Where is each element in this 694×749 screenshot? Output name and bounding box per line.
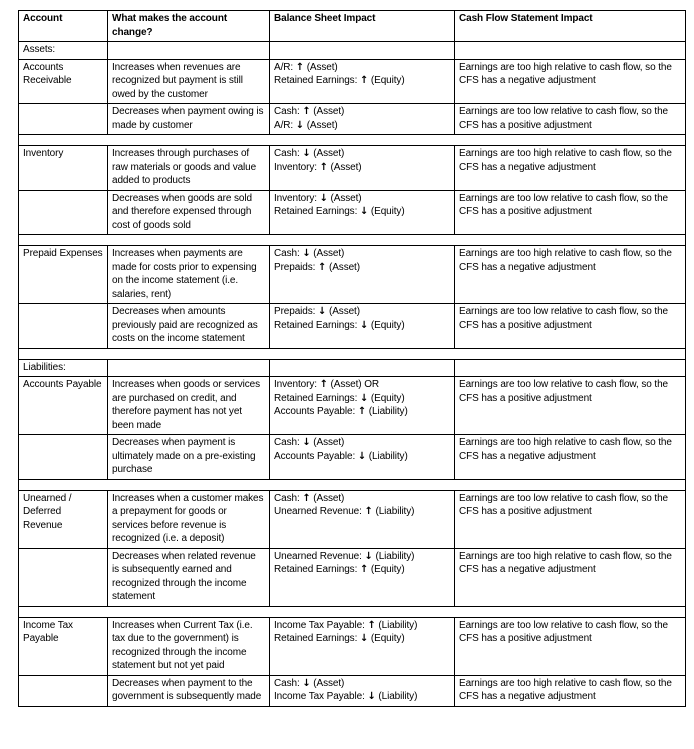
separator-row bbox=[19, 479, 686, 490]
up-arrow-icon: ↑ bbox=[318, 261, 327, 273]
up-arrow-icon: ↑ bbox=[364, 506, 373, 517]
up-arrow-icon: ↑ bbox=[359, 564, 369, 575]
change-description-cell: Increases when Current Tax (i.e. tax due to the government) is recognized through the income statement but not yet paid bbox=[108, 617, 270, 675]
balance-sheet-impact-cell bbox=[270, 548, 455, 606]
account-row bbox=[19, 59, 686, 104]
balance-sheet-impact-cell bbox=[270, 246, 455, 304]
balance-impact-line: Income Tax Payable: ↑ (Liability) bbox=[274, 619, 418, 631]
balance-impact-line: A/R: ↓ (Asset) bbox=[274, 119, 338, 131]
balance-impact-line: Retained Earnings: ↓ (Equity) bbox=[274, 319, 405, 331]
balance-impact-line: Inventory: ↑ (Asset) OR bbox=[274, 379, 380, 390]
account-cell bbox=[19, 304, 108, 349]
section-row bbox=[19, 42, 686, 60]
balance-impact-line: Prepaids: ↓ (Asset) bbox=[274, 306, 360, 317]
col-header-change: What makes the account change? bbox=[108, 11, 270, 42]
header-row bbox=[19, 11, 686, 42]
balance-sheet-impact-cell bbox=[270, 59, 455, 104]
separator-cell bbox=[19, 348, 686, 359]
account-row bbox=[19, 435, 686, 480]
change-description-cell: Increases when goods or services are purchased on credit, and therefore payment has not yet been made bbox=[108, 377, 270, 435]
balance-impact-line: Accounts Payable: ↑ (Liability) bbox=[274, 406, 408, 417]
down-arrow-icon: ↓ bbox=[302, 437, 311, 448]
balance-sheet-impact-cell bbox=[270, 146, 455, 191]
separator-cell bbox=[19, 479, 686, 490]
account-cell: Income Tax Payable bbox=[19, 617, 108, 675]
balance-sheet-impact-cell bbox=[270, 435, 455, 480]
balance-impact-line: Cash: ↓ (Asset) bbox=[274, 437, 345, 448]
cash-flow-impact-cell: Earnings are too high relative to cash flow, so the CFS has a negative adjustment bbox=[455, 548, 686, 606]
account-row bbox=[19, 675, 686, 706]
up-arrow-icon: ↑ bbox=[359, 75, 369, 86]
col-header-cash-flow-impact: Cash Flow Statement Impact bbox=[455, 11, 686, 42]
down-arrow-icon: ↓ bbox=[367, 691, 376, 702]
cash-flow-impact-cell: Earnings are too low relative to cash flow, so the CFS has a positive adjustment bbox=[455, 490, 686, 548]
cash-flow-impact-cell: Earnings are too low relative to cash flow, so the CFS has a positive adjustment bbox=[455, 104, 686, 135]
balance-impact-line: Retained Earnings: ↓ (Equity) bbox=[274, 633, 405, 644]
balance-impact-line: A/R: ↑ (Asset) bbox=[274, 61, 338, 73]
account-row bbox=[19, 548, 686, 606]
change-description-cell: Decreases when goods are sold and therefore expensed through cost of goods sold bbox=[108, 190, 270, 235]
account-row bbox=[19, 146, 686, 191]
change-description-cell: Decreases when payment owing is made by customer bbox=[108, 104, 270, 135]
up-arrow-icon: ↑ bbox=[302, 106, 311, 117]
separator-row bbox=[19, 606, 686, 617]
up-arrow-icon: ↑ bbox=[302, 492, 311, 504]
account-row bbox=[19, 490, 686, 548]
cash-flow-impact-cell: Earnings are too low relative to cash flow, so the CFS has a positive adjustment bbox=[455, 617, 686, 675]
up-arrow-icon: ↑ bbox=[319, 379, 328, 390]
up-arrow-icon: ↑ bbox=[367, 619, 376, 631]
balance-impact-line: Retained Earnings: ↑ (Equity) bbox=[274, 75, 405, 86]
balance-impact-line: Unearned Revenue: ↑ (Liability) bbox=[274, 506, 415, 517]
balance-impact-line: Cash: ↓ (Asset) bbox=[274, 148, 345, 159]
cash-flow-impact-cell: Earnings are too low relative to cash flow, so the CFS has a positive adjustment bbox=[455, 190, 686, 235]
down-arrow-icon: ↓ bbox=[295, 119, 305, 131]
empty-cell bbox=[455, 42, 686, 60]
separator-cell bbox=[19, 606, 686, 617]
cash-flow-impact-cell: Earnings are too low relative to cash flow, so the CFS has a positive adjustment bbox=[455, 377, 686, 435]
account-row bbox=[19, 377, 686, 435]
col-header-account: Account bbox=[19, 11, 108, 42]
empty-cell bbox=[455, 359, 686, 377]
account-cell bbox=[19, 190, 108, 235]
change-description-cell: Increases when a customer makes a prepayment for goods or services before revenue is recognized (i.e. a deposit) bbox=[108, 490, 270, 548]
separator-row bbox=[19, 348, 686, 359]
cash-flow-impact-cell: Earnings are too high relative to cash flow, so the CFS has a negative adjustment bbox=[455, 675, 686, 706]
empty-cell bbox=[270, 359, 455, 377]
down-arrow-icon: ↓ bbox=[359, 633, 369, 644]
balance-impact-line: Retained Earnings: ↑ (Equity) bbox=[274, 564, 405, 575]
separator-cell bbox=[19, 135, 686, 146]
account-cell: Accounts Payable bbox=[19, 377, 108, 435]
change-description-cell: Decreases when amounts previously paid are recognized as costs on the income statement bbox=[108, 304, 270, 349]
account-cell bbox=[19, 435, 108, 480]
cash-flow-impact-cell: Earnings are too high relative to cash flow, so the CFS has a negative adjustment bbox=[455, 146, 686, 191]
balance-sheet-impact-cell bbox=[270, 190, 455, 235]
down-arrow-icon: ↓ bbox=[302, 677, 311, 689]
down-arrow-icon: ↓ bbox=[302, 148, 311, 159]
account-row bbox=[19, 304, 686, 349]
account-impact-table bbox=[18, 10, 686, 707]
up-arrow-icon: ↑ bbox=[319, 161, 328, 173]
down-arrow-icon: ↓ bbox=[302, 248, 311, 259]
balance-impact-line: Retained Earnings: ↓ (Equity) bbox=[274, 206, 405, 217]
account-row bbox=[19, 246, 686, 304]
empty-cell bbox=[270, 42, 455, 60]
change-description-cell: Decreases when payment is ultimately made on a pre-existing purchase bbox=[108, 435, 270, 480]
down-arrow-icon: ↓ bbox=[319, 192, 328, 204]
change-description-cell: Increases when revenues are recognized but payment is still owed by the customer bbox=[108, 59, 270, 104]
account-cell: Prepaid Expenses bbox=[19, 246, 108, 304]
balance-impact-line: Cash: ↑ (Asset) bbox=[274, 492, 345, 504]
up-arrow-icon: ↑ bbox=[357, 406, 367, 417]
down-arrow-icon: ↓ bbox=[359, 319, 369, 331]
balance-sheet-impact-cell bbox=[270, 490, 455, 548]
account-row bbox=[19, 104, 686, 135]
balance-sheet-impact-cell bbox=[270, 104, 455, 135]
account-cell bbox=[19, 548, 108, 606]
balance-impact-line: Prepaids: ↑ (Asset) bbox=[274, 261, 360, 273]
balance-impact-line: Income Tax Payable: ↓ (Liability) bbox=[274, 691, 418, 702]
balance-impact-line: Accounts Payable: ↓ (Liability) bbox=[274, 450, 408, 462]
balance-impact-line: Cash: ↓ (Asset) bbox=[274, 248, 345, 259]
balance-sheet-impact-cell bbox=[270, 675, 455, 706]
empty-cell bbox=[108, 42, 270, 60]
balance-impact-line: Retained Earnings: ↓ (Equity) bbox=[274, 392, 405, 404]
balance-sheet-impact-cell bbox=[270, 304, 455, 349]
change-description-cell: Decreases when related revenue is subsequently earned and recognized through the income statement bbox=[108, 548, 270, 606]
change-description-cell: Increases when payments are made for costs prior to expensing on the income statement (i.e. salaries, rent) bbox=[108, 246, 270, 304]
separator-row bbox=[19, 235, 686, 246]
balance-sheet-impact-cell bbox=[270, 377, 455, 435]
section-label: Assets: bbox=[19, 42, 108, 60]
account-cell bbox=[19, 104, 108, 135]
down-arrow-icon: ↓ bbox=[359, 206, 369, 217]
account-cell: Inventory bbox=[19, 146, 108, 191]
down-arrow-icon: ↓ bbox=[364, 550, 373, 562]
up-arrow-icon: ↑ bbox=[295, 61, 305, 73]
col-header-balance-sheet-impact: Balance Sheet Impact bbox=[270, 11, 455, 42]
cash-flow-impact-cell: Earnings are too high relative to cash flow, so the CFS has a negative adjustment bbox=[455, 246, 686, 304]
balance-sheet-impact-cell bbox=[270, 617, 455, 675]
down-arrow-icon: ↓ bbox=[318, 306, 327, 317]
separator-row bbox=[19, 135, 686, 146]
account-cell: Accounts Receivable bbox=[19, 59, 108, 104]
account-row bbox=[19, 617, 686, 675]
account-cell bbox=[19, 675, 108, 706]
balance-impact-line: Cash: ↓ (Asset) bbox=[274, 677, 345, 689]
separator-cell bbox=[19, 235, 686, 246]
balance-impact-line: Inventory: ↑ (Asset) bbox=[274, 161, 362, 173]
cash-flow-impact-cell: Earnings are too low relative to cash flow, so the CFS has a positive adjustment bbox=[455, 304, 686, 349]
balance-impact-line: Unearned Revenue: ↓ (Liability) bbox=[274, 550, 415, 562]
balance-impact-line: Cash: ↑ (Asset) bbox=[274, 106, 345, 117]
down-arrow-icon: ↓ bbox=[359, 392, 369, 404]
account-cell: Unearned / Deferred Revenue bbox=[19, 490, 108, 548]
table-body bbox=[19, 42, 686, 707]
cash-flow-impact-cell: Earnings are too high relative to cash flow, so the CFS has a negative adjustment bbox=[455, 435, 686, 480]
change-description-cell: Increases through purchases of raw materials or goods and value added to products bbox=[108, 146, 270, 191]
balance-impact-line: Inventory: ↓ (Asset) bbox=[274, 192, 362, 204]
section-row bbox=[19, 359, 686, 377]
empty-cell bbox=[108, 359, 270, 377]
cash-flow-impact-cell: Earnings are too high relative to cash flow, so the CFS has a negative adjustment bbox=[455, 59, 686, 104]
down-arrow-icon: ↓ bbox=[357, 450, 367, 462]
account-row bbox=[19, 190, 686, 235]
section-label: Liabilities: bbox=[19, 359, 108, 377]
change-description-cell: Decreases when payment to the government is subsequently made bbox=[108, 675, 270, 706]
